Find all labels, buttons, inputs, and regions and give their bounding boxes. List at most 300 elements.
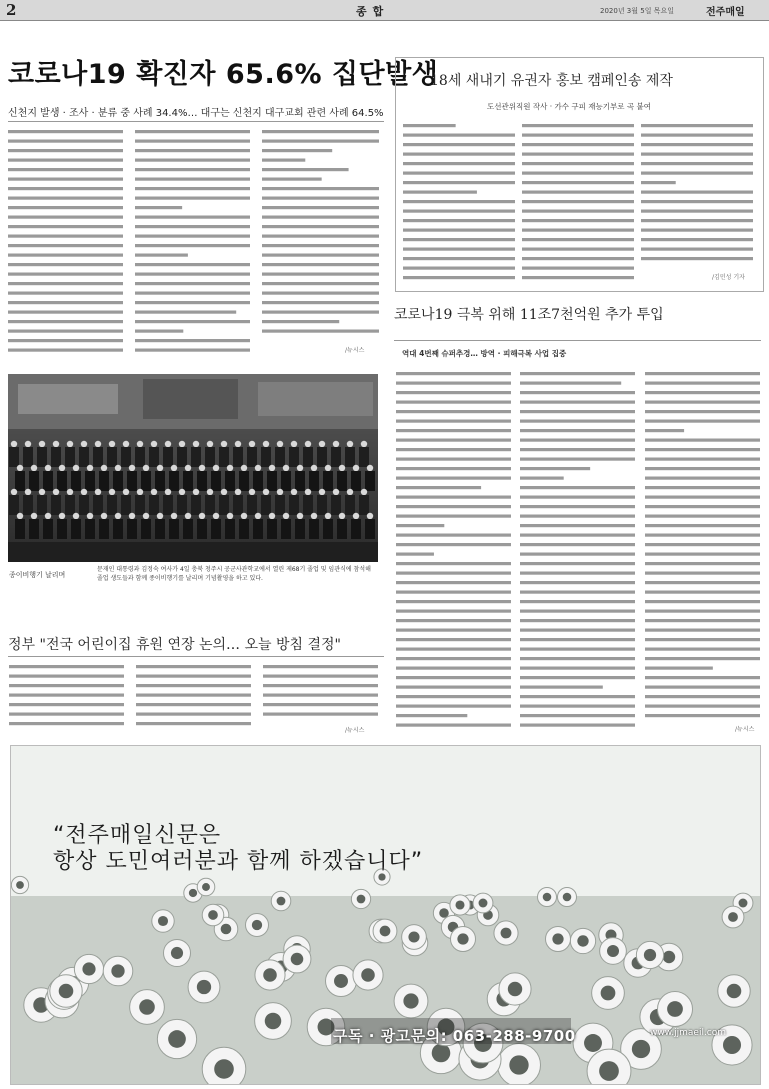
text-line: [645, 391, 760, 394]
text-line: [520, 439, 635, 442]
text-line: [641, 134, 753, 137]
person-head: [73, 513, 79, 519]
person-head: [87, 465, 93, 471]
person-body: [233, 447, 243, 467]
person-head: [241, 465, 247, 471]
person-body: [149, 447, 159, 467]
sunflower-center: [158, 916, 168, 926]
text-line: [8, 130, 123, 133]
person-head: [151, 441, 157, 447]
text-line: [403, 172, 515, 175]
person-head: [353, 513, 359, 519]
person-body: [205, 495, 215, 515]
text-line: [8, 216, 123, 219]
lead-byline: /뉴시스: [345, 347, 365, 354]
text-line: [135, 187, 250, 190]
person-body: [51, 447, 61, 467]
text-line: [641, 210, 753, 213]
text-line: [641, 248, 753, 251]
person-head: [157, 465, 163, 471]
text-line: [520, 382, 621, 385]
sunflower-center: [16, 881, 24, 889]
sunflower-center: [601, 986, 616, 1001]
person-body: [247, 495, 257, 515]
text-line: [8, 244, 123, 247]
text-line: [262, 206, 379, 209]
person-head: [17, 465, 23, 471]
text-line: [8, 263, 123, 266]
text-line: [263, 665, 378, 668]
person-body: [225, 519, 235, 539]
text-line: [645, 477, 760, 480]
campaign-column-2: [522, 122, 634, 282]
text-line: [262, 187, 379, 190]
text-line: [136, 694, 251, 697]
person-head: [45, 513, 51, 519]
text-line: [262, 292, 379, 295]
text-line: [522, 257, 634, 260]
budget-column-3: [645, 370, 760, 722]
text-line: [396, 695, 511, 698]
person-head: [53, 489, 59, 495]
text-line: [262, 301, 379, 304]
text-line: [403, 248, 515, 251]
person-body: [267, 519, 277, 539]
text-line: [403, 181, 515, 184]
person-body: [149, 495, 159, 515]
text-line: [641, 153, 753, 156]
person-body: [57, 519, 67, 539]
text-line: [641, 200, 753, 203]
text-line: [522, 181, 634, 184]
text-line: [136, 675, 251, 678]
text-line: [645, 410, 760, 413]
text-line: [263, 713, 378, 716]
text-line: [396, 619, 511, 622]
text-line: [520, 714, 635, 717]
text-line: [135, 206, 182, 209]
ad-contact-phone: 구독 · 광고문의: 063-288-9700: [333, 1027, 576, 1045]
person-head: [291, 441, 297, 447]
person-head: [339, 513, 345, 519]
person-head: [325, 465, 331, 471]
text-line: [396, 534, 511, 537]
sunflower-center: [403, 993, 418, 1008]
text-line: [396, 591, 511, 594]
text-line: [520, 562, 635, 565]
person-body: [93, 495, 103, 515]
text-line: [645, 686, 760, 689]
sunflower-center: [599, 1061, 619, 1081]
text-line: [641, 124, 753, 127]
text-line: [403, 162, 515, 165]
person-body: [169, 471, 179, 491]
text-line: [645, 705, 760, 708]
person-head: [193, 441, 199, 447]
person-body: [51, 495, 61, 515]
text-line: [403, 124, 456, 127]
budget-column-2: [520, 370, 635, 736]
person-body: [191, 495, 201, 515]
text-line: [396, 439, 511, 442]
person-head: [353, 465, 359, 471]
text-line: [263, 703, 378, 706]
text-line: [396, 458, 511, 461]
person-head: [255, 465, 261, 471]
person-head: [123, 441, 129, 447]
budget-headline: 코로나19 극복 위해 11조7천억원 추가 투입: [394, 307, 664, 323]
text-line: [645, 629, 760, 632]
text-line: [403, 229, 515, 232]
person-body: [163, 447, 173, 467]
text-line: [645, 638, 760, 641]
text-line: [135, 178, 250, 181]
text-line: [9, 675, 124, 678]
text-line: [8, 206, 123, 209]
person-body: [345, 495, 355, 515]
text-line: [645, 572, 760, 575]
person-head: [95, 489, 101, 495]
sunflower-center: [221, 924, 232, 935]
person-head: [179, 441, 185, 447]
text-line: [8, 187, 123, 190]
text-line: [8, 149, 123, 152]
text-line: [136, 722, 251, 725]
person-head: [227, 465, 233, 471]
person-head: [171, 513, 177, 519]
person-body: [85, 519, 95, 539]
person-body: [345, 447, 355, 467]
person-body: [121, 447, 131, 467]
text-line: [136, 684, 251, 687]
text-line: [396, 543, 511, 546]
text-line: [262, 216, 379, 219]
text-line: [8, 349, 123, 352]
text-line: [645, 648, 760, 651]
person-head: [297, 465, 303, 471]
person-head: [347, 441, 353, 447]
person-body: [23, 447, 33, 467]
person-head: [185, 513, 191, 519]
person-body: [351, 471, 361, 491]
person-head: [199, 513, 205, 519]
person-body: [9, 495, 19, 515]
text-line: [520, 610, 635, 613]
text-line: [396, 429, 511, 432]
text-line: [520, 505, 635, 508]
text-line: [8, 254, 123, 257]
sunflower-center: [508, 982, 522, 996]
text-line: [135, 130, 250, 133]
text-line: [8, 235, 123, 238]
person-head: [241, 513, 247, 519]
text-line: [262, 225, 379, 228]
text-line: [135, 254, 188, 257]
text-line: [396, 420, 511, 423]
text-line: [520, 467, 590, 470]
text-line: [645, 534, 760, 537]
lead-column-3: [262, 128, 379, 360]
person-body: [239, 519, 249, 539]
text-line: [403, 210, 515, 213]
text-line: [645, 505, 760, 508]
person-body: [275, 495, 285, 515]
text-line: [396, 410, 511, 413]
person-head: [291, 489, 297, 495]
text-line: [396, 515, 511, 518]
ad-slogan-line2: 항상 도민여러분과 함께 하겠습니다”: [53, 849, 424, 874]
sunflower-center: [739, 899, 748, 908]
sunflower-center: [584, 1034, 602, 1052]
person-body: [295, 519, 305, 539]
person-head: [11, 441, 17, 447]
text-line: [520, 638, 635, 641]
text-lines: [136, 663, 251, 735]
person-head: [255, 513, 261, 519]
person-head: [25, 441, 31, 447]
person-head: [109, 441, 115, 447]
text-line: [522, 238, 634, 241]
text-lines: [403, 122, 515, 282]
text-line: [8, 320, 123, 323]
lead-subhead: 신천지 발생 · 조사 · 분류 중 사례 34.4%… 대구는 신천지 대구교회 관련 사례 64.5%: [8, 108, 384, 119]
lead-headline: 코로나19 확진자 65.6% 집단발생: [8, 59, 439, 90]
text-line: [522, 124, 634, 127]
person-head: [221, 489, 227, 495]
person-head: [101, 513, 107, 519]
text-line: [520, 629, 635, 632]
text-line: [522, 191, 634, 194]
text-line: [645, 600, 760, 603]
person-body: [323, 519, 333, 539]
text-line: [136, 665, 251, 668]
person-body: [9, 447, 19, 467]
person-body: [331, 447, 341, 467]
text-line: [403, 143, 515, 146]
text-line: [403, 191, 477, 194]
text-line: [396, 401, 511, 404]
text-line: [520, 410, 635, 413]
sunflower-center: [607, 945, 619, 957]
text-line: [262, 320, 339, 323]
sunflower-center: [197, 980, 211, 994]
person-head: [67, 441, 73, 447]
text-line: [403, 276, 515, 279]
issue-date: 2020년 3월 5일 목요일: [600, 7, 674, 15]
sunflower-center: [82, 962, 95, 975]
person-head: [367, 513, 373, 519]
person-head: [151, 489, 157, 495]
text-line: [645, 676, 760, 679]
text-line: [396, 496, 511, 499]
text-line: [135, 235, 250, 238]
text-line: [135, 159, 250, 162]
person-head: [311, 465, 317, 471]
person-head: [129, 513, 135, 519]
person-body: [211, 471, 221, 491]
person-head: [283, 513, 289, 519]
person-body: [29, 519, 39, 539]
text-line: [645, 429, 684, 432]
text-line: [135, 168, 250, 171]
text-lines: [263, 663, 378, 727]
text-lines: [645, 370, 760, 722]
text-line: [520, 667, 635, 670]
person-body: [359, 447, 369, 467]
text-line: [135, 263, 250, 266]
campaign-column-3: [641, 122, 753, 272]
campaign-byline: /김민성 기자: [712, 274, 745, 281]
text-line: [645, 619, 760, 622]
sunflower-center: [139, 999, 155, 1015]
person-head: [87, 513, 93, 519]
person-body: [211, 519, 221, 539]
sunflower-center: [727, 984, 742, 999]
photo-caption-title: 종이비행기 날리며: [9, 571, 66, 579]
person-body: [275, 447, 285, 467]
budget-rule: [394, 340, 761, 341]
person-body: [113, 519, 123, 539]
text-line: [8, 225, 123, 228]
person-head: [333, 489, 339, 495]
text-line: [520, 553, 635, 556]
text-line: [262, 273, 379, 276]
person-head: [305, 489, 311, 495]
person-head: [31, 513, 37, 519]
text-line: [520, 448, 635, 451]
person-head: [269, 465, 275, 471]
sunflower-center: [563, 893, 572, 902]
text-line: [135, 225, 250, 228]
text-line: [396, 724, 511, 727]
person-head: [17, 513, 23, 519]
text-line: [645, 667, 713, 670]
lead-rule: [8, 121, 384, 122]
person-body: [65, 447, 75, 467]
text-line: [262, 311, 379, 314]
paper-name: 전주매일: [706, 7, 745, 18]
text-line: [135, 330, 183, 333]
person-body: [219, 447, 229, 467]
text-line: [645, 401, 760, 404]
person-head: [207, 441, 213, 447]
text-line: [8, 339, 123, 342]
person-body: [135, 495, 145, 515]
budget-column-1: [396, 370, 511, 736]
person-body: [141, 471, 151, 491]
sunflower-center: [357, 895, 366, 904]
text-line: [396, 638, 511, 641]
person-body: [71, 519, 81, 539]
text-line: [522, 210, 634, 213]
text-line: [403, 134, 515, 137]
person-body: [197, 471, 207, 491]
text-line: [396, 505, 511, 508]
text-line: [645, 553, 760, 556]
person-body: [93, 447, 103, 467]
text-line: [520, 581, 635, 584]
text-line: [8, 159, 123, 162]
person-body: [135, 447, 145, 467]
text-line: [641, 191, 753, 194]
ad-website: www.jjmaeil.com: [650, 1028, 727, 1038]
lead-column-2: [135, 128, 250, 360]
text-line: [641, 238, 753, 241]
campaign-column-1: [403, 122, 515, 282]
text-line: [520, 515, 635, 518]
text-line: [262, 197, 379, 200]
sunflower-center: [214, 1059, 234, 1079]
person-body: [163, 495, 173, 515]
person-body: [351, 519, 361, 539]
lead-column-1: [8, 128, 123, 360]
text-line: [641, 162, 753, 165]
sunflower-center: [432, 1044, 451, 1063]
text-line: [645, 591, 760, 594]
person-body: [113, 471, 123, 491]
text-lines: [262, 128, 379, 360]
person-body: [253, 519, 263, 539]
text-line: [136, 713, 251, 716]
sunflower-center: [168, 1030, 186, 1048]
person-body: [323, 471, 333, 491]
person-body: [85, 471, 95, 491]
person-head: [45, 465, 51, 471]
text-line: [396, 553, 434, 556]
text-line: [396, 382, 511, 385]
person-body: [359, 495, 369, 515]
text-line: [522, 172, 634, 175]
person-head: [137, 441, 143, 447]
person-body: [155, 519, 165, 539]
person-head: [297, 513, 303, 519]
text-line: [262, 140, 379, 143]
text-line: [645, 382, 760, 385]
text-line: [8, 140, 123, 143]
sunflower-center: [111, 964, 124, 977]
text-line: [396, 467, 511, 470]
campaign-subhead: 도선관위직원 작사 · 가수 구피 재능기부로 곡 붙여: [487, 102, 651, 111]
sunflower-center: [189, 889, 197, 897]
person-body: [177, 495, 187, 515]
text-lines: [520, 370, 635, 736]
text-line: [520, 724, 635, 727]
person-head: [277, 441, 283, 447]
text-line: [645, 515, 760, 518]
person-head: [361, 441, 367, 447]
person-head: [165, 489, 171, 495]
text-line: [641, 257, 753, 260]
person-head: [59, 465, 65, 471]
text-line: [645, 448, 760, 451]
text-line: [8, 168, 123, 171]
text-lines: [8, 128, 123, 360]
person-head: [109, 489, 115, 495]
text-line: [396, 448, 511, 451]
person-body: [65, 495, 75, 515]
person-body: [365, 519, 375, 539]
text-line: [9, 722, 124, 725]
text-line: [262, 159, 305, 162]
person-body: [317, 447, 327, 467]
text-line: [520, 486, 635, 489]
person-body: [79, 447, 89, 467]
childcare-column-1: [9, 663, 124, 735]
text-line: [522, 248, 634, 251]
person-body: [183, 471, 193, 491]
person-body: [79, 495, 89, 515]
sunflower-center: [252, 920, 262, 930]
